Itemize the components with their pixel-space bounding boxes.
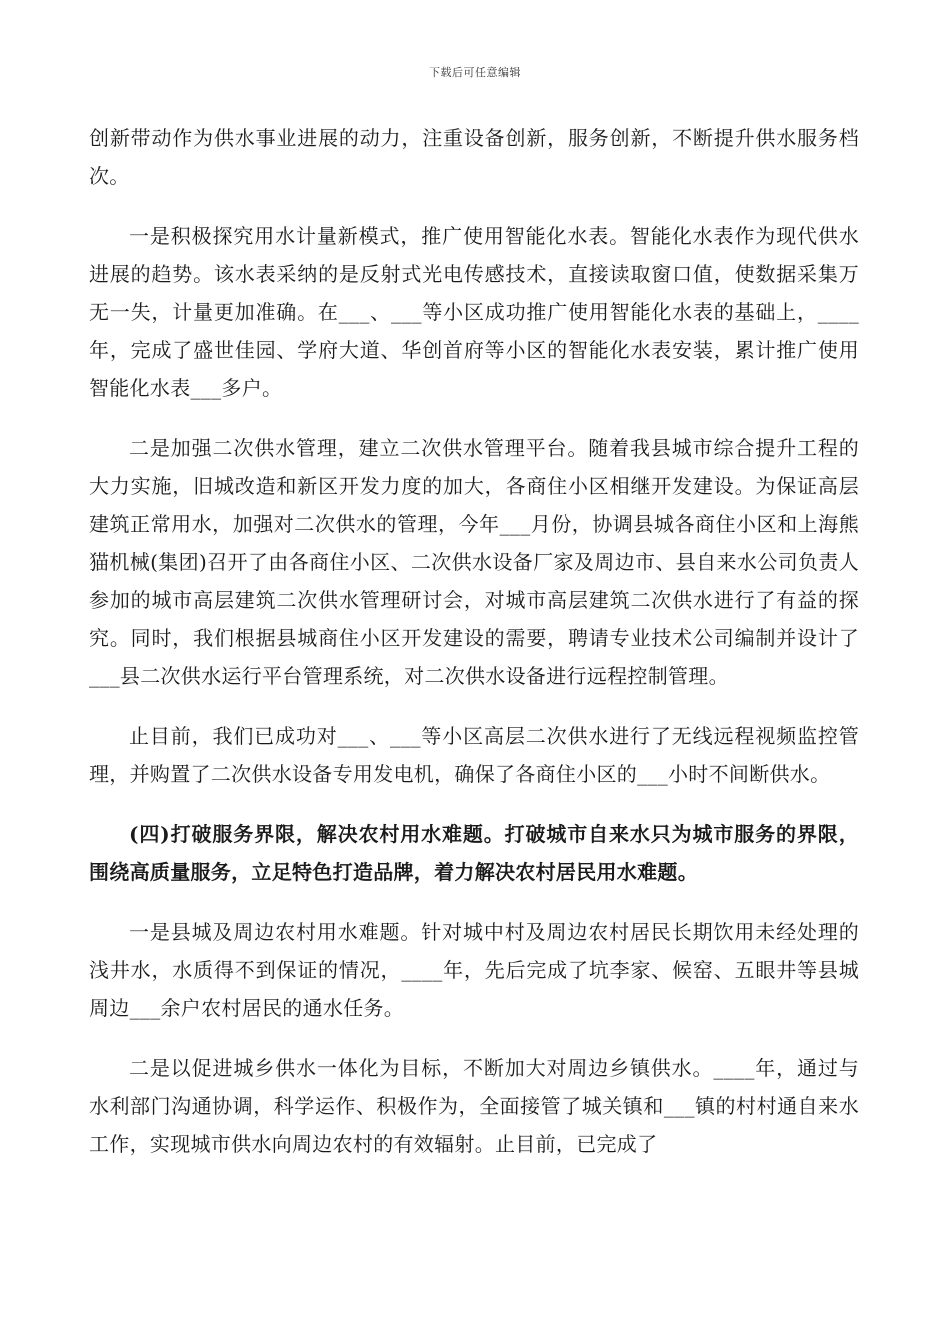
paragraph-county-rural: 一是县城及周边农村用水难题。针对城中村及周边农村居民长期饮用未经处理的浅井水，水质得不到保证的情况，____年，先后完成了坑李家、候窑、五眼井等县城周边___余户农村居民的通水任务。 — [89, 920, 859, 1020]
paragraph-secondary-supply: 二是加强二次供水管理，建立二次供水管理平台。随着我县城市综合提升工程的大力实施，旧城改造和新区开发力度的加大，各商住小区相继开发建设。为保证高层建筑正常用水，加强对二次供水的管理，今年___月份，协调县城各商住小区和上海熊猫机械(集团)召开了由各商住小区、二次供水设备厂家及周边市、县自来水公司负责人参加的城市高层建筑二次供水管理研讨会，对城市高层建筑二次供水进行了有益的探究。同时，我们根据县城商住小区开发建设的需要，聘请专业技术公司编制并设计了___县二次供水运行平台管理系统，对二次供水设备进行远程控制管理。 — [89, 436, 859, 688]
document-body — [89, 119, 859, 1185]
paragraph-remote-monitoring: 止目前，我们已成功对___、___等小区高层二次供水进行了无线远程视频监控管理，并购置了二次供水设备专用发电机，确保了各商住小区的___小时不间断供水。 — [89, 724, 859, 786]
header-note: 下载后可任意编辑 — [429, 66, 521, 79]
section-heading-rural-water: (四)打破服务界限，解决农村用水难题。打破城市自来水只为城市服务的界限，围绕高质量服务，立足特色打造品牌，着力解决农村居民用水难题。 — [89, 822, 859, 884]
paragraph-continuation: 创新带动作为供水事业进展的动力，注重设备创新，服务创新，不断提升供水服务档次。 — [89, 126, 859, 188]
paragraph-urban-rural-integration: 二是以促进城乡供水一体化为目标，不断加大对周边乡镇供水。____年，通过与水利部门沟通协调，科学运作、积极作为，全面接管了城关镇和___镇的村村通自来水工作，实现城市供水向周边农村的有效辐射。止目前，已完成了 — [89, 1056, 859, 1156]
paragraph-smart-meter: 一是积极探究用水计量新模式，推广使用智能化水表。智能化水表作为现代供水进展的趋势。该水表采纳的是反射式光电传感技术，直接读取窗口值，使数据采集万无一失，计量更加准确。在___、___等小区成功推广使用智能化水表的基础上，____年，完成了盛世佳园、学府大道、华创首府等小区的智能化水表安装，累计推广使用智能化水表___多户。 — [89, 224, 859, 400]
